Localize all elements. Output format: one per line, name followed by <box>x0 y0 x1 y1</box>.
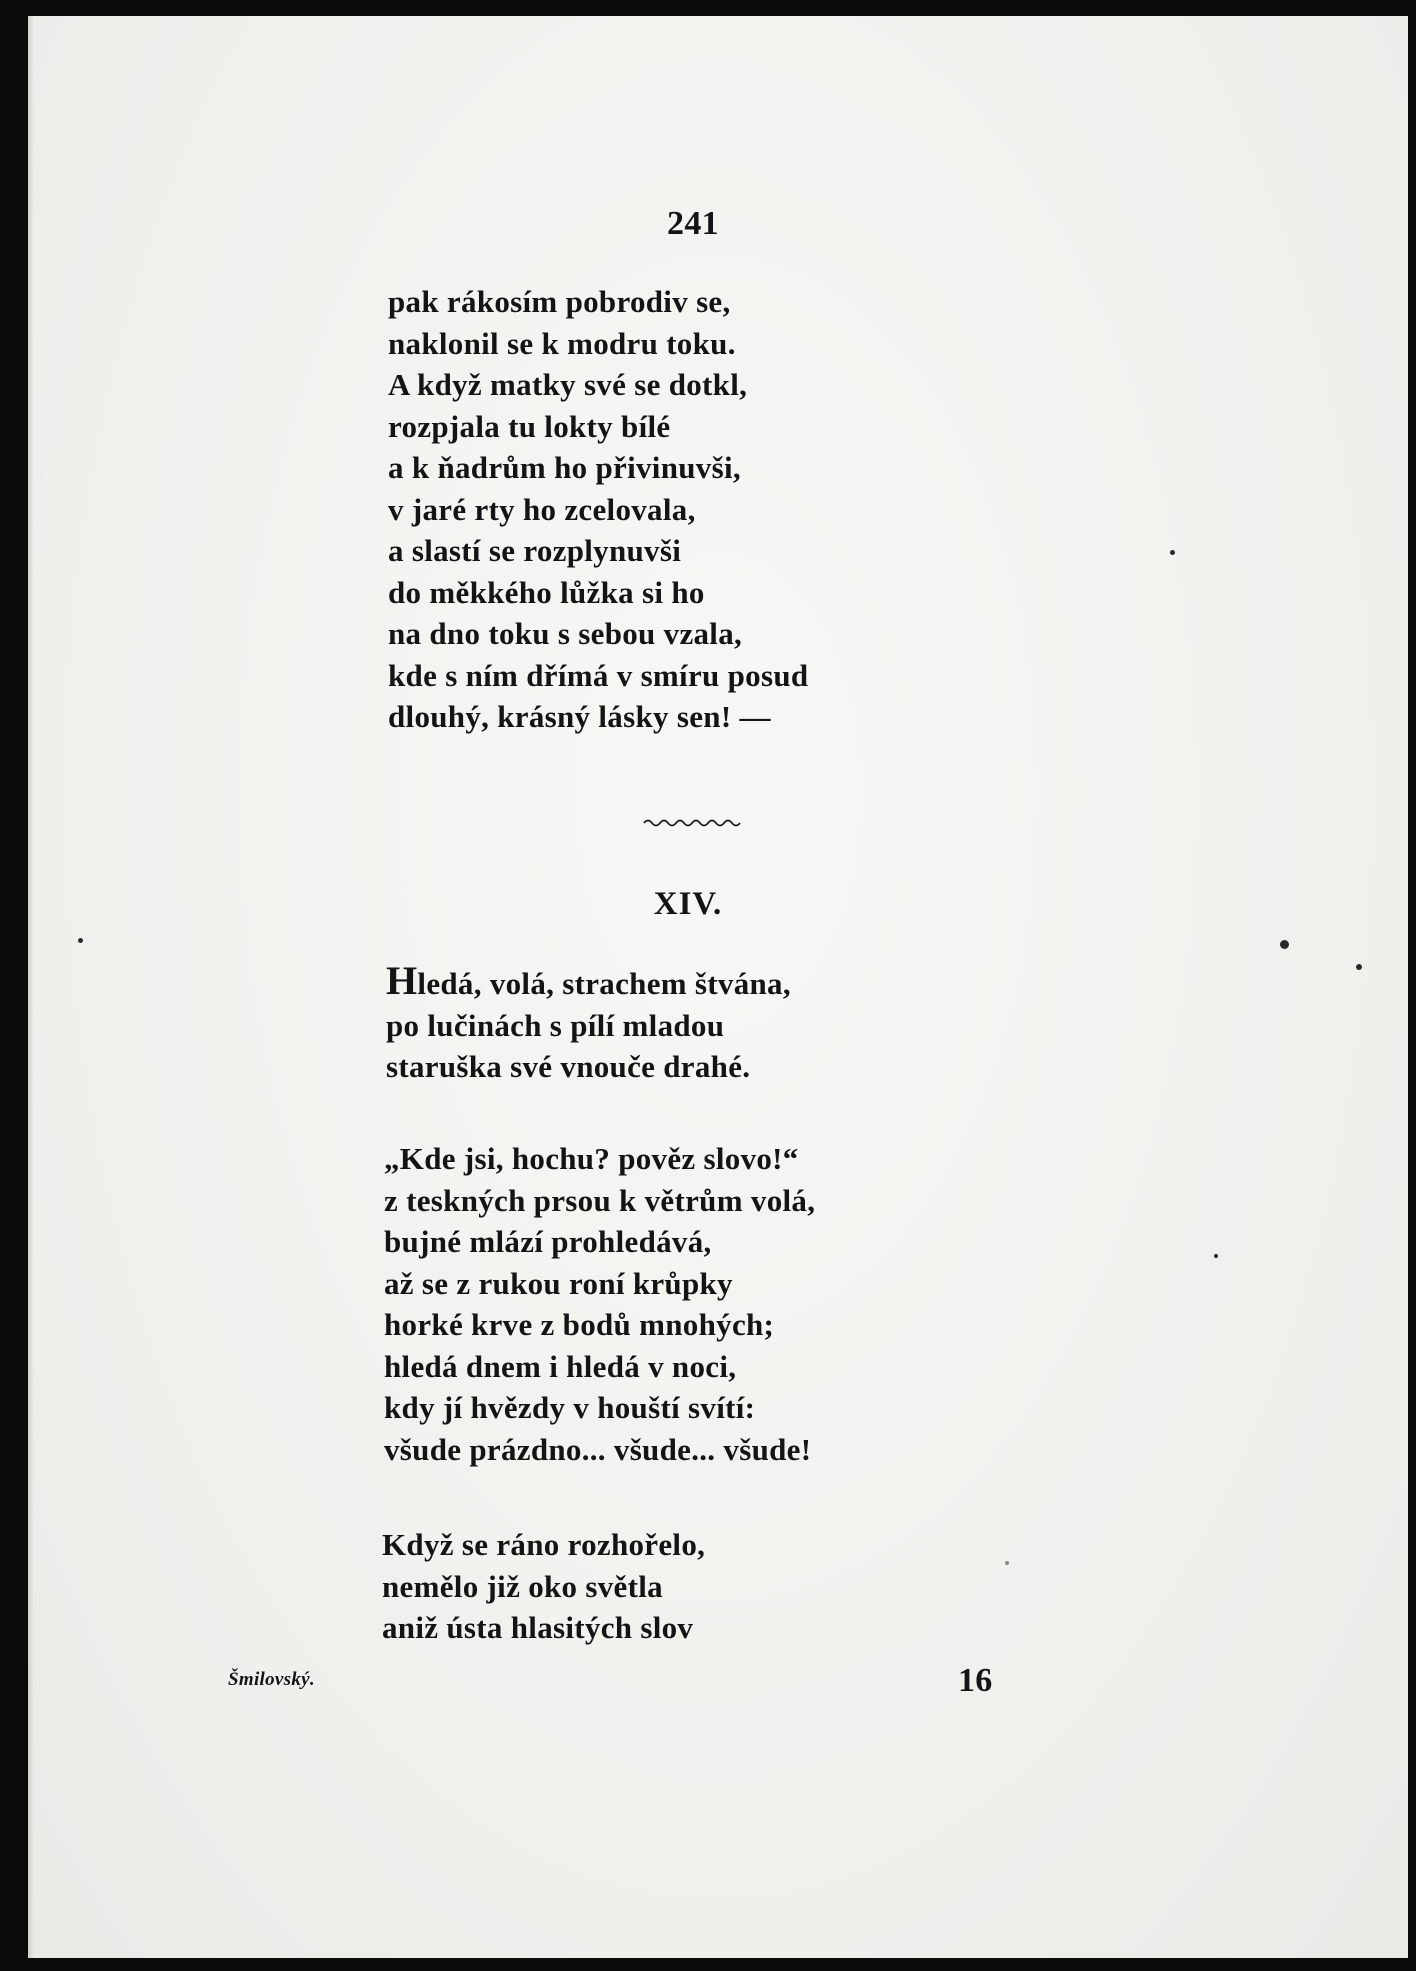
verse-line: v jaré rty ho zcelovala, <box>388 491 696 527</box>
verse-line: rozpjala tu lokty bílé <box>388 408 671 444</box>
verse-line: aniž ústa hlasitých slov <box>382 1610 694 1645</box>
scan-speck <box>1356 964 1362 970</box>
verse-line-first <box>386 960 791 1005</box>
scan-speck <box>1214 1254 1218 1258</box>
verse-line-rest: ledá, volá, strachem štvána, <box>417 966 791 1001</box>
verse-line: z teskných prsou k větrům volá, <box>384 1182 816 1218</box>
section-divider-ornament <box>642 814 742 828</box>
scan-speck <box>1280 940 1289 949</box>
book-page <box>28 16 1408 1958</box>
footer-sheet-number: 16 <box>958 1662 993 1699</box>
verse-line: a slastí se rozplynuvši <box>388 533 682 568</box>
scan-speck <box>1170 550 1175 555</box>
verse-line: nemělo již oko světla <box>382 1568 663 1604</box>
verse-line: všude prázdno... všude... všude! <box>384 1431 812 1467</box>
verse-line: až se z rukou roní krůpky <box>384 1265 733 1301</box>
verse-line: Když se ráno rozhořelo, <box>382 1527 706 1562</box>
stanza <box>384 1138 815 1470</box>
verse-line: horké krve z bodů mnohých; <box>384 1307 775 1342</box>
verse-line: „Kde jsi, hochu? pověz slovo!“ <box>384 1141 799 1176</box>
verse-line: naklonil se k modru toku. <box>388 325 736 361</box>
scan-speck <box>78 938 83 943</box>
verse-line: do měkkého lůžka si ho <box>388 574 705 610</box>
verse-line: A když matky své se dotkl, <box>388 367 748 402</box>
verse-line: staruška své vnouče drahé. <box>386 1049 751 1084</box>
verse-line: pak rákosím pobrodiv se, <box>388 284 731 319</box>
scan-speck <box>1005 1561 1009 1565</box>
verse-line: a k ňadrům ho přivinuvši, <box>388 450 741 485</box>
verse-line: po lučinách s pílí mladou <box>386 1007 725 1043</box>
page-edge-shadow <box>28 16 34 1958</box>
drop-cap: H <box>386 958 418 1003</box>
verse-line: hledá dnem i hledá v noci, <box>384 1348 737 1384</box>
verse-line: kde s ním dřímá v smíru posud <box>388 657 809 693</box>
verse-line: bujné mlází prohledává, <box>384 1224 712 1259</box>
verse-line: na dno toku s sebou vzala, <box>388 616 743 651</box>
verse-line: kdy jí hvězdy v houští svítí: <box>384 1390 756 1425</box>
stanza-continued <box>388 281 808 738</box>
footer-signature: Šmilovský. <box>228 1669 315 1690</box>
section-heading: XIV. <box>653 886 723 922</box>
page-number: 241 <box>667 205 719 242</box>
stanza-opening <box>386 960 791 1088</box>
stanza <box>382 1524 705 1649</box>
verse-line: dlouhý, krásný lásky sen! — <box>388 699 771 734</box>
